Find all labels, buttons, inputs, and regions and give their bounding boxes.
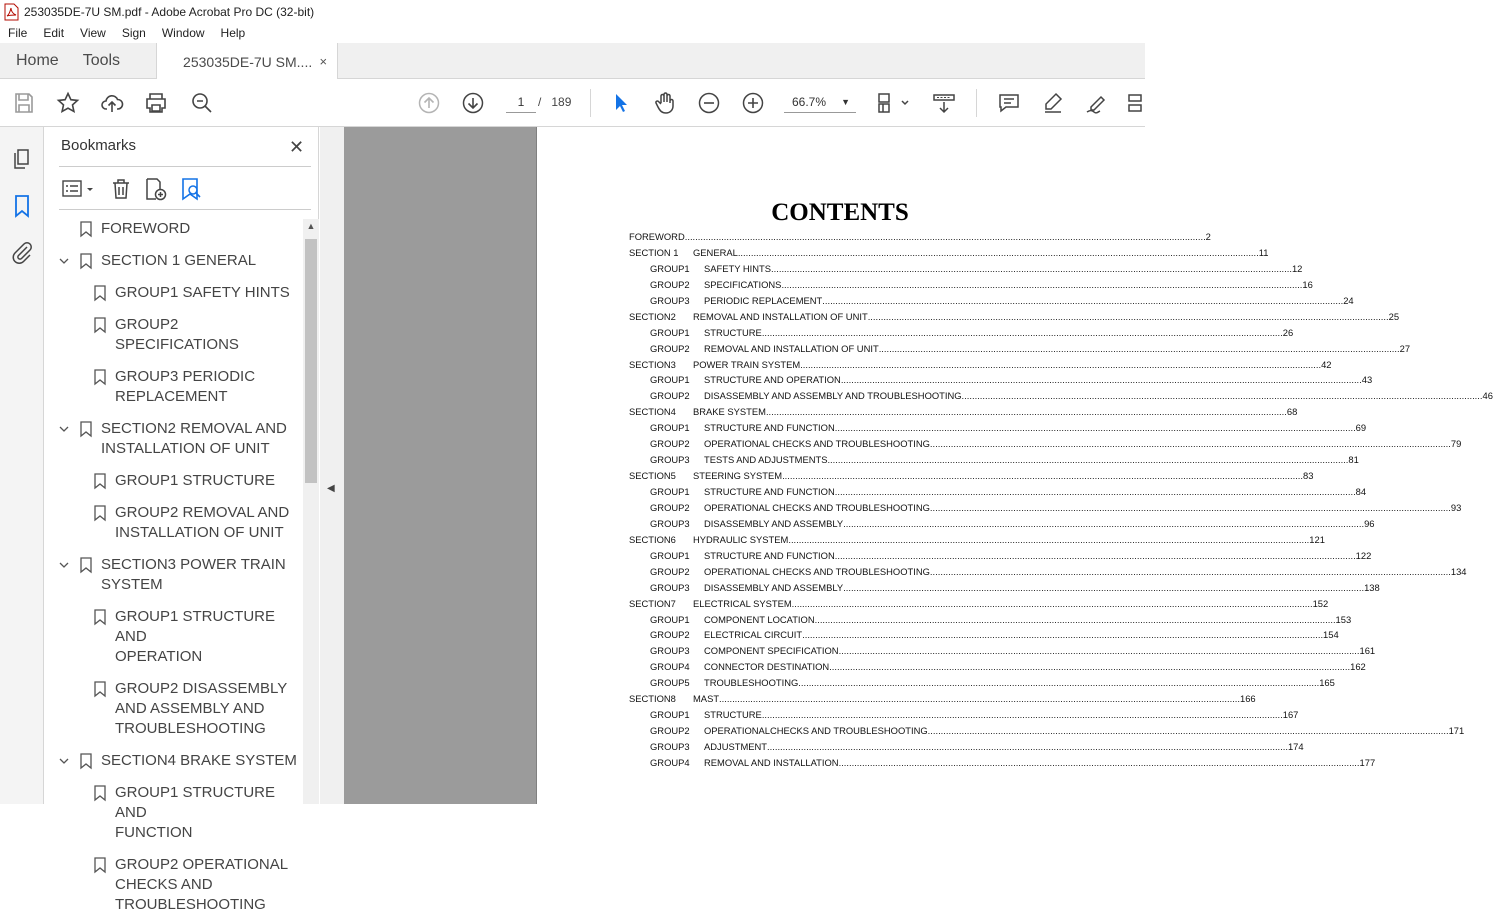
zoom-level-value: 66.7% — [792, 95, 827, 109]
bookmark-item[interactable] — [45, 419, 303, 459]
bookmark-label: GROUP2 DISASSEMBLY AND ASSEMBLY AND TROUBLESHOOTING — [115, 680, 288, 737]
toc-entry-number: GROUP4 — [650, 756, 690, 768]
toc-entry-page: 11 — [1258, 246, 1269, 258]
toc-entry-number: GROUP2 — [650, 390, 690, 402]
new-bookmark-icon[interactable] — [143, 177, 167, 201]
toc-entry-page: 2 — [1205, 231, 1211, 242]
bookmark-label: GROUP1 SAFETY HINTS — [115, 284, 290, 301]
bookmark-label: SECTION3 POWER TRAIN SYSTEM — [101, 556, 286, 593]
bookmark-flag-icon — [93, 679, 107, 699]
panel-divider — [59, 209, 311, 210]
bookmarks-scrollbar[interactable] — [303, 219, 319, 804]
toc-entry-number: GROUP2 — [650, 565, 690, 577]
zoom-level-select[interactable] — [784, 91, 856, 113]
toc-entry-page: 27 — [1399, 342, 1411, 354]
toc-entry-number: GROUP1 — [650, 422, 690, 434]
toc-entry-title: COMPONENT LOCATION — [704, 613, 815, 625]
close-panel-icon[interactable]: ✕ — [289, 137, 305, 157]
toc-entry-title: ADJUSTMENT — [704, 741, 768, 752]
toc-entry[interactable] — [629, 358, 1332, 375]
toc-entry[interactable] — [629, 374, 1373, 390]
toc-entry[interactable] — [629, 422, 1367, 438]
toolbar-divider — [976, 89, 977, 117]
select-cursor-icon[interactable] — [609, 91, 633, 115]
toc-dot-leader: ........................................................................................................................................................................................................ — [802, 629, 1324, 641]
toc-entry-page: 166 — [1239, 693, 1256, 705]
toc-entry-number: FOREWORD — [629, 231, 685, 242]
zoom-in-icon[interactable] — [741, 91, 765, 115]
toc-entry-page: 152 — [1312, 597, 1329, 609]
bookmark-flag-icon — [93, 471, 107, 491]
toc-entry-page: 26 — [1282, 326, 1294, 338]
bookmark-item[interactable] — [45, 471, 303, 491]
toc-entry[interactable] — [629, 326, 1294, 343]
menu-sign[interactable]: Sign — [121, 26, 146, 40]
toc-entry-title: MAST — [693, 693, 720, 705]
highlight-pen-icon[interactable] — [1041, 91, 1065, 115]
toc-entry-page: 68 — [1286, 406, 1298, 418]
main-toolbar — [0, 79, 1145, 127]
toc-entry[interactable] — [629, 533, 1325, 550]
table-of-contents — [629, 231, 1493, 773]
toc-entry-number: GROUP3 — [650, 294, 690, 306]
toc-entry-title: POWER TRAIN SYSTEM — [693, 358, 801, 370]
toc-dot-leader: ........................................................................................................................................................................................................ — [929, 438, 1451, 450]
bookmark-item[interactable] — [45, 251, 303, 271]
bookmark-item[interactable] — [45, 367, 303, 407]
toc-entry[interactable] — [629, 278, 1313, 295]
toc-entry-title: HYDRAULIC SYSTEM — [693, 533, 789, 545]
page-total: 189 — [551, 95, 572, 109]
toc-entry-title: ELECTRICAL CIRCUIT — [704, 629, 803, 641]
toc-entry-page: 24 — [1343, 294, 1354, 306]
tab-home-label: Home — [16, 52, 59, 69]
chevron-down-icon: ▼ — [841, 97, 850, 107]
toc-entry-number: SECTION6 — [629, 533, 676, 545]
chevron-down-icon[interactable] — [57, 419, 71, 439]
bookmark-label: GROUP1 STRUCTURE AND OPERATION — [115, 608, 276, 665]
title-bar — [0, 0, 1145, 23]
toc-entry-number: SECTION2 — [629, 310, 676, 322]
contents-heading: CONTENTS — [771, 199, 909, 226]
tab-bar — [0, 43, 1145, 79]
toc-dot-leader: ........................................................................................................................................................................................................ — [684, 231, 1206, 242]
attachment-icon[interactable] — [10, 240, 34, 264]
navigation-rail — [0, 127, 44, 804]
chevron-down-icon[interactable] — [57, 555, 71, 575]
toc-dot-leader: ........................................................................................................................................................................................................ — [929, 565, 1451, 577]
toc-entry-number: GROUP2 — [650, 501, 690, 513]
toc-entry-page: 69 — [1355, 422, 1367, 434]
toc-entry-title: TESTS AND ADJUSTMENTS — [704, 454, 828, 466]
toc-entry-page: 122 — [1355, 549, 1372, 561]
toc-entry-page: 46 — [1482, 390, 1493, 402]
toc-dot-leader: ........................................................................................................................................................................................................ — [843, 581, 1365, 593]
bookmark-label: GROUP1 STRUCTURE AND FUNCTION — [115, 784, 276, 841]
cloud-upload-icon[interactable] — [100, 91, 124, 115]
toc-entry-title: STRUCTURE — [704, 326, 762, 338]
bookmark-flag-icon — [93, 607, 107, 627]
toc-dot-leader: ........................................................................................................................................................................................................ — [827, 454, 1349, 466]
toc-entry-title: SAFETY HINTS — [704, 262, 772, 274]
toc-entry-title: DISASSEMBLY AND ASSEMBLY — [704, 581, 844, 593]
bookmarks-panel — [45, 127, 319, 913]
next-page-icon[interactable] — [461, 91, 485, 115]
toc-entry-title: DISASSEMBLY AND ASSEMBLY AND TROUBLESHOOTING — [704, 390, 962, 402]
bookmark-item[interactable] — [45, 219, 303, 239]
toc-dot-leader: ........................................................................................................................................................................................................ — [765, 406, 1287, 418]
tab-home[interactable] — [0, 43, 75, 79]
acrobat-app-icon — [4, 4, 18, 20]
toc-entry-number: GROUP1 — [650, 709, 690, 721]
share-tools-icon[interactable] — [1125, 91, 1145, 115]
toc-dot-leader: ........................................................................................................................................................................................................ — [834, 549, 1356, 561]
toc-entry[interactable] — [629, 342, 1411, 359]
toc-entry-title: GENERAL — [693, 246, 738, 258]
toc-entry-title: STRUCTURE AND FUNCTION — [704, 549, 835, 561]
options-menu-icon[interactable] — [61, 177, 97, 201]
toc-entry-page: 84 — [1355, 486, 1367, 497]
menu-file[interactable]: File — [8, 26, 28, 40]
toc-entry-title: STRUCTURE AND FUNCTION — [704, 486, 835, 497]
toc-entry[interactable] — [629, 549, 1372, 566]
bookmark-item[interactable] — [45, 855, 303, 915]
bookmark-flag-icon — [93, 783, 107, 803]
tab-close-icon[interactable]: × — [319, 54, 328, 69]
toc-dot-leader: ........................................................................................................................................................................................................ — [840, 374, 1362, 386]
toc-entry-page: 25 — [1388, 310, 1400, 322]
toc-entry-page: 171 — [1448, 725, 1465, 737]
toc-entry-number: GROUP1 — [650, 613, 690, 625]
toc-dot-leader: ........................................................................................................................................................................................................ — [843, 517, 1365, 529]
pdf-page — [536, 127, 1493, 804]
print-icon[interactable] — [144, 91, 168, 115]
bookmark-flag-icon — [93, 855, 107, 875]
bookmark-label: SECTION2 REMOVAL AND INSTALLATION OF UNIT — [101, 420, 287, 457]
bookmark-label: GROUP2 SPECIFICATIONS — [115, 316, 239, 353]
toc-entry[interactable] — [629, 486, 1367, 502]
toc-entry[interactable] — [629, 310, 1400, 327]
menu-edit[interactable]: Edit — [43, 26, 65, 40]
chevron-down-icon[interactable] — [57, 251, 71, 271]
toolbar-divider — [590, 89, 591, 117]
toc-dot-leader: ........................................................................................................................................................................................................ — [838, 756, 1360, 768]
toc-entry-number: GROUP5 — [650, 677, 690, 689]
toc-entry-title: OPERATIONAL CHECKS AND TROUBLESHOOTING — [704, 438, 930, 450]
toc-dot-leader: ........................................................................................................................................................................................................ — [781, 278, 1303, 290]
toc-entry-title: OPERATIONAL CHECKS AND TROUBLESHOOTING — [704, 565, 930, 577]
toc-entry-number: GROUP1 — [650, 374, 690, 386]
toc-entry-number: GROUP2 — [650, 278, 690, 290]
menu-window[interactable]: Window — [161, 26, 205, 40]
toc-dot-leader: ........................................................................................................................................................................................................ — [771, 262, 1292, 274]
bookmark-label: GROUP3 PERIODIC REPLACEMENT — [115, 368, 256, 405]
toc-entry-title: CONNECTOR DESTINATION — [704, 661, 830, 673]
document-viewport[interactable] — [320, 127, 1493, 804]
toc-entry-title: BRAKE SYSTEM — [693, 406, 766, 418]
toc-dot-leader: ........................................................................................................................................................................................................ — [719, 693, 1240, 705]
toc-dot-leader: ........................................................................................................................................................................................................ — [961, 390, 1483, 402]
toc-dot-leader: ........................................................................................................................................................................................................ — [788, 533, 1310, 545]
previous-page-icon[interactable] — [417, 91, 441, 115]
bookmark-item[interactable] — [45, 555, 303, 595]
bookmark-flag-icon — [79, 251, 93, 271]
toc-entry-page: 154 — [1323, 629, 1339, 641]
search-zoom-icon[interactable] — [190, 91, 214, 115]
toc-entry-number: GROUP3 — [650, 645, 690, 657]
toc-entry-number: GROUP1 — [650, 262, 690, 274]
collapse-panel-icon[interactable]: ◀ — [327, 483, 335, 494]
toc-entry[interactable] — [629, 725, 1465, 741]
toc-entry-title: DISASSEMBLY AND ASSEMBLY — [704, 517, 844, 529]
toc-entry-number: GROUP1 — [650, 326, 690, 338]
bookmark-label: SECTION4 BRAKE SYSTEM — [101, 752, 297, 769]
toc-entry[interactable] — [629, 231, 1211, 247]
toc-dot-leader: ........................................................................................................................................................................................................ — [737, 246, 1259, 258]
toc-entry-page: 43 — [1361, 374, 1373, 386]
panel-divider — [59, 166, 311, 167]
tab-document[interactable] — [156, 43, 338, 80]
toc-dot-leader: ........................................................................................................................................................................................................ — [878, 342, 1400, 354]
toc-entry-title: REMOVAL AND INSTALLATION OF UNIT — [704, 342, 879, 354]
toc-entry[interactable] — [629, 294, 1354, 311]
toc-entry-page: 161 — [1359, 645, 1376, 657]
toc-entry[interactable] — [629, 613, 1352, 630]
toc-entry[interactable] — [629, 756, 1376, 773]
toc-dot-leader: ........................................................................................................................................................................................................ — [867, 310, 1389, 322]
page-count — [538, 91, 571, 113]
toc-entry-number: SECTION 1 — [629, 246, 679, 258]
toc-entry-page: 16 — [1302, 278, 1313, 290]
menu-view[interactable]: View — [80, 26, 106, 40]
toc-entry-title: SPECIFICATIONS — [704, 278, 782, 290]
toc-dot-leader: ........................................................................................................................................................................................................ — [782, 470, 1304, 482]
toc-entry-page: 174 — [1287, 741, 1304, 752]
toc-entry-page: 153 — [1335, 613, 1352, 625]
toc-entry-page: 96 — [1364, 517, 1375, 529]
scroll-mode-icon[interactable] — [932, 91, 956, 115]
toc-entry-number: GROUP1 — [650, 486, 690, 497]
toc-entry-number: GROUP2 — [650, 725, 690, 737]
toc-dot-leader: ........................................................................................................................................................................................................ — [800, 358, 1322, 370]
bookmark-label: GROUP1 STRUCTURE — [115, 472, 276, 489]
window-title: 253035DE-7U SM.pdf - Adobe Acrobat Pro DC (32-bit) — [24, 4, 315, 19]
toc-entry[interactable] — [629, 454, 1359, 470]
bookmark-flag-icon — [93, 367, 107, 387]
toc-entry[interactable] — [629, 246, 1269, 263]
toc-entry[interactable] — [629, 581, 1380, 598]
toc-entry-number: SECTION7 — [629, 597, 676, 609]
toc-entry-number: GROUP4 — [650, 661, 690, 673]
toc-entry-number: GROUP3 — [650, 581, 690, 593]
bookmark-label: GROUP2 OPERATIONAL CHECKS AND TROUBLESHOOTING — [115, 856, 289, 913]
bookmark-flag-icon — [93, 315, 107, 335]
toc-dot-leader: ........................................................................................................................................................................................................ — [767, 741, 1288, 752]
toc-entry-number: SECTION5 — [629, 470, 676, 482]
hand-tool-icon[interactable] — [653, 91, 677, 115]
toc-entry-title: OPERATIONAL CHECKS AND TROUBLESHOOTING — [704, 501, 930, 513]
toc-entry-page: 42 — [1321, 358, 1332, 370]
zoom-out-icon[interactable] — [697, 91, 721, 115]
menu-help[interactable]: Help — [220, 26, 246, 40]
find-bookmark-icon[interactable] — [179, 177, 203, 201]
toc-entry[interactable] — [629, 597, 1329, 614]
toc-entry-page: 81 — [1348, 454, 1359, 466]
save-icon[interactable] — [12, 91, 36, 115]
toc-entry-number: SECTION4 — [629, 406, 676, 418]
toc-entry-page: 167 — [1282, 709, 1299, 721]
chevron-down-icon[interactable] — [57, 751, 71, 771]
bookmark-item[interactable] — [45, 503, 303, 543]
bookmark-label: SECTION 1 GENERAL — [101, 252, 257, 269]
toc-entry[interactable] — [629, 709, 1299, 725]
bookmark-item[interactable] — [45, 751, 303, 771]
toc-entry-page: 83 — [1303, 470, 1314, 482]
bookmark-item[interactable] — [45, 679, 303, 739]
toc-entry[interactable] — [629, 693, 1256, 709]
bookmark-item[interactable] — [45, 783, 303, 843]
tab-tools-label: Tools — [82, 52, 121, 69]
page-separator: / — [538, 95, 542, 109]
bookmark-tree — [45, 219, 303, 913]
tab-document-label: 253035DE-7U SM.... — [183, 53, 313, 70]
sign-pen-icon[interactable] — [1085, 91, 1109, 115]
toc-entry-title: STRUCTURE AND OPERATION — [704, 374, 841, 386]
toc-entry-page: 12 — [1291, 262, 1303, 274]
toc-entry-page: 79 — [1450, 438, 1462, 450]
toc-entry[interactable] — [629, 661, 1366, 677]
toc-dot-leader: ........................................................................................................................................................................................................ — [761, 709, 1283, 721]
page-thumbnails-icon[interactable] — [10, 147, 34, 171]
toc-entry-page: 177 — [1359, 756, 1376, 768]
bookmark-item[interactable] — [45, 315, 303, 355]
bookmark-flag-icon — [79, 219, 93, 239]
bookmark-flag-icon — [79, 555, 93, 575]
toc-entry[interactable] — [629, 645, 1376, 661]
tab-tools[interactable] — [75, 43, 136, 79]
toc-dot-leader: ........................................................................................................................................................................................................ — [834, 486, 1356, 497]
toc-entry-number: GROUP3 — [650, 517, 690, 529]
toc-entry-page: 138 — [1364, 581, 1380, 593]
toc-entry-title: STRUCTURE — [704, 709, 762, 721]
page-gutter — [344, 127, 536, 804]
toc-entry[interactable] — [629, 677, 1335, 693]
bookmarks-panel-title: Bookmarks — [61, 137, 137, 154]
toc-dot-leader: ........................................................................................................................................................................................................ — [798, 677, 1320, 689]
delete-bookmark-icon[interactable] — [109, 177, 133, 201]
toc-dot-leader: ........................................................................................................................................................................................................ — [791, 597, 1313, 609]
toc-dot-leader: ........................................................................................................................................................................................................ — [929, 501, 1451, 513]
menu-bar — [0, 23, 1145, 43]
toc-dot-leader: ........................................................................................................................................................................................................ — [927, 725, 1449, 737]
comment-icon[interactable] — [997, 91, 1021, 115]
toc-entry-page: 165 — [1319, 677, 1335, 689]
fit-page-icon[interactable] — [876, 91, 912, 115]
toc-entry-number: GROUP3 — [650, 454, 690, 466]
scrollbar-thumb[interactable] — [305, 239, 317, 483]
toc-entry-number: SECTION3 — [629, 358, 676, 370]
toc-dot-leader: ........................................................................................................................................................................................................ — [838, 645, 1360, 657]
toc-dot-leader: ........................................................................................................................................................................................................ — [834, 422, 1356, 434]
bookmark-item[interactable] — [45, 283, 303, 303]
bookmark-tools — [59, 175, 311, 203]
toc-entry-title: ELECTRICAL SYSTEM — [693, 597, 792, 609]
star-icon[interactable] — [56, 91, 80, 115]
toc-entry-number: GROUP2 — [650, 438, 690, 450]
toc-dot-leader: ........................................................................................................................................................................................................ — [822, 294, 1344, 306]
toc-entry[interactable] — [629, 390, 1493, 406]
toc-entry-title: COMPONENT SPECIFICATION — [704, 645, 839, 657]
toc-entry-title: STRUCTURE AND FUNCTION — [704, 422, 835, 434]
bookmark-label: GROUP2 REMOVAL AND INSTALLATION OF UNIT — [115, 504, 290, 541]
toc-entry-title: TROUBLESHOOTING — [704, 677, 799, 689]
toc-entry-title: STEERING SYSTEM — [693, 470, 783, 482]
toc-entry-title: REMOVAL AND INSTALLATION — [704, 756, 839, 768]
toc-entry[interactable] — [629, 501, 1462, 518]
scroll-up-icon[interactable]: ▲ — [306, 221, 316, 231]
toc-entry[interactable] — [629, 517, 1375, 534]
toc-entry-title: REMOVAL AND INSTALLATION OF UNIT — [693, 310, 868, 322]
toc-entry-number: GROUP1 — [650, 549, 690, 561]
toc-entry[interactable] — [629, 262, 1303, 279]
toc-entry-title: PERIODIC REPLACEMENT — [704, 294, 823, 306]
page-number-input[interactable]: 1 — [506, 91, 536, 113]
toc-dot-leader: ........................................................................................................................................................................................................ — [761, 326, 1283, 338]
toc-entry-page: 93 — [1450, 501, 1462, 513]
toc-entry[interactable] — [629, 470, 1314, 486]
toc-entry[interactable] — [629, 565, 1467, 582]
toc-entry-number: GROUP3 — [650, 741, 690, 752]
toc-entry-page: 121 — [1309, 533, 1325, 545]
toc-entry-page: 162 — [1350, 661, 1366, 673]
toc-entry[interactable] — [629, 406, 1298, 422]
toc-entry[interactable] — [629, 741, 1304, 757]
bookmarks-icon[interactable] — [10, 194, 34, 218]
toc-entry-number: GROUP2 — [650, 342, 690, 354]
toc-dot-leader: ........................................................................................................................................................................................................ — [814, 613, 1336, 625]
toc-entry-number: SECTION8 — [629, 693, 676, 705]
toc-entry[interactable] — [629, 629, 1339, 645]
bookmark-label: FOREWORD — [101, 220, 191, 237]
toc-entry-number: GROUP2 — [650, 629, 690, 641]
bookmark-flag-icon — [79, 419, 93, 439]
bookmark-item[interactable] — [45, 607, 303, 667]
toc-entry-page: 134 — [1450, 565, 1467, 577]
toc-entry-title: OPERATIONALCHECKS AND TROUBLESHOOTING — [704, 725, 928, 737]
bookmark-flag-icon — [79, 751, 93, 771]
toc-dot-leader: ........................................................................................................................................................................................................ — [829, 661, 1351, 673]
toc-entry[interactable] — [629, 438, 1462, 454]
bookmark-flag-icon — [93, 503, 107, 523]
bookmark-flag-icon — [93, 283, 107, 303]
